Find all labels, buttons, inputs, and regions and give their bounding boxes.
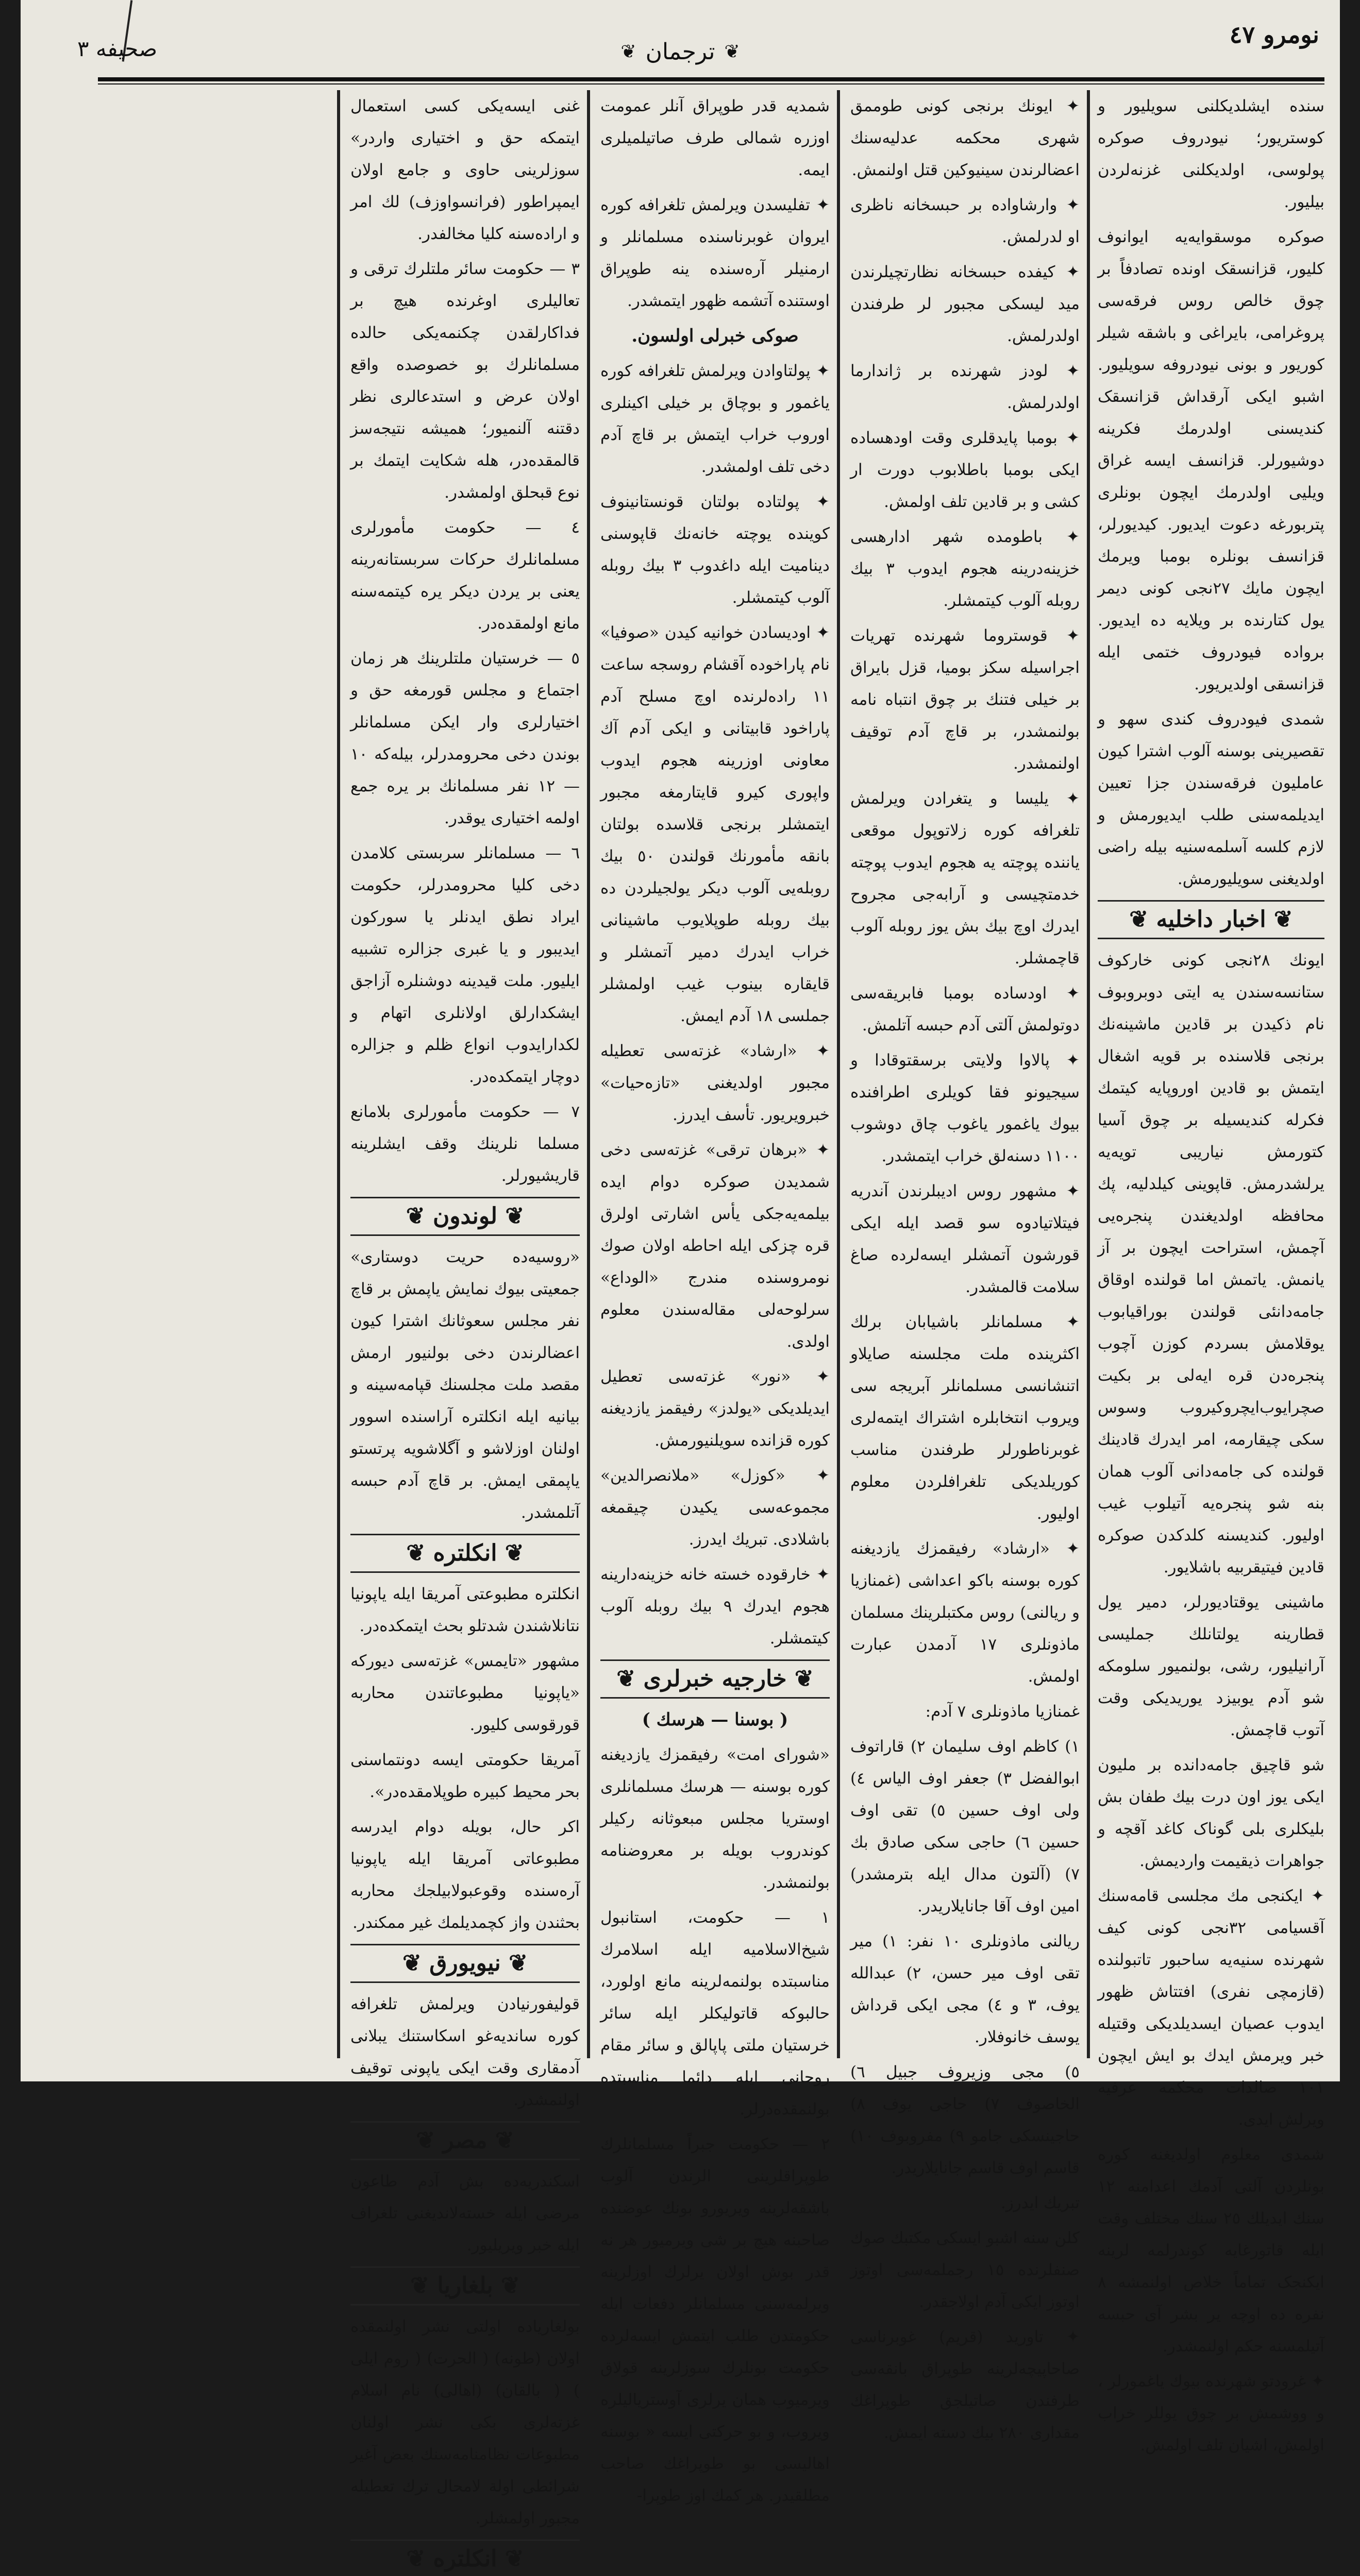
paragraph: ✦ غرودتو شهرنده بیوك یاغمورلر ، و ووشمش بر چوق یوللر خراب اولمش، اشیان تلف اولمش. — [1098, 2372, 1324, 2454]
masthead — [603, 31, 758, 72]
page-header — [21, 0, 1340, 85]
ornament-icon: ❦ — [616, 1666, 636, 1692]
paragraph: مشهور «تایمس» غزته‌سی دیورکه «یاپونیا مطبوعاتندن محاربه قورقوسی کلیور. — [350, 1652, 580, 1734]
paragraph: قولیفورنیادن ویرلمش تلغرافه کوره ساندیه‌غو اسکاستنك یبلانی آدمقاری وقت ایکی یاپونی توقیف اولنمشدر. — [350, 1995, 580, 2109]
news-item: ✦ «نور» غزته‌سی تعطیل ایدیلدیکی «یولدز» رفیقمز یازدیغنه کوره قزانده سویلنیورمش. — [600, 1367, 830, 1450]
news-item: ✦ پالاوا ولایتی برسقتوقادا و سیجیونو فقا کویلری اطرافنده بیوك یاغمور یاغوب چاق دوشوب ١١٠٠ دسنه‌لق خراب ایتمشدر. — [850, 1051, 1080, 1165]
masthead-title: ترجمان — [645, 38, 715, 65]
news-item: ✦ پولتاوادن ویرلمش تلغرافه کوره یاغمور و بوچاق بر خیلی اکینلری اوروب خراب ایتمش بر قاچ آدم دخی تلف اولمشدر. — [600, 362, 830, 476]
ornament-icon: ❦ — [724, 41, 740, 62]
ornament-icon: ❦ — [1273, 906, 1293, 933]
paragraph: ١ — حکومت، استانبول شیخ‌الاسلامیه ایله اسلامرك مناسبتده بولنمه‌لرینه مانع اولورد، حالبوکه قاتولیکلر ایله سائر خرستیان ملتی پاپالق و سائر مقام روحانی ایله دائما مناسبتده بولنمقده‌درلر. — [600, 1908, 830, 2119]
news-item: ✦ یلیسا و یتغرادن ویرلمش تلغرافه کوره زلاتوپول موقعی یاننده پوچته یه هجوم ایدوب پوچته خدمتچیسی و آرابه‌جی مجروح ایدرك اوچ بیك بش یوز روبله آلوب قاچمشلر. — [850, 789, 1080, 968]
ornament-icon: ❦ — [402, 1950, 422, 1976]
ornament-icon: ❦ — [1129, 906, 1149, 933]
paragraph: شمدی معلوم اولدیغنه کوره بونلردن آلتی آدمك اعدامنه ١٢ سنك ایدیلك ٢٥ سنك مختلف وقت ایله قاتورغایه کوندرلمه لرینه ایکنجک تماماً خلاص اولنمشه ٨ نفره ده اوچه یر بشر آی حبسه آتیلمسنه حکم اولنمشدر. — [1098, 2145, 1324, 2355]
paragraph: ١) کاظم اوف سلیمان ٢) قاراتوف ابوالفضل ٣) جعفر اوف الیاس ٤) ولی اوف حسین ٥) تقی اوف حسین ٦) حاجی سکی صادق بك ٧) (آلتون مدال ایله بترمشدر) امین اوف آقا جانایلاریدر. — [850, 1737, 1080, 1916]
paragraph: ٥) مجی وزیروف جبیل ٦) الخاصوف ٧) حاجی یوف ٨) حاجینسکی جامو ٩) مفروبوف ١٠) قاسم اوف قاسم جانایلاریدر. — [850, 2063, 1080, 2177]
ornament-icon: ❦ — [509, 1950, 528, 1976]
heading-england-2: ❦ انکلتره ❦ — [350, 2539, 580, 2576]
ornament-icon: ❦ — [505, 1203, 525, 1229]
article-columns — [98, 90, 1324, 2572]
heading-london: ❦ لوندون ❦ — [350, 1197, 580, 1236]
paragraph: تبریك ایدرز. — [1000, 2194, 1080, 2212]
issue-number: نومرو ٤٧ — [1229, 21, 1319, 48]
paragraph: ٣ — حکومت سائر ملتلرك ترقی و تعالیلری اوغرنده هیچ بر فداکارلقدن چکنمه‌یکی حالده مسلمانلرك بو خصوصده واقع اولان عرض و استدعالری نظر دقتنه آلنمیور؛ همیشه نتیجه‌سز قالمقده‌در، هله شکایت ایتمك بر نوع قبحلق اولمشدر. — [350, 260, 580, 502]
subheading: صوکی خبرلی اولسون. — [631, 326, 799, 346]
ornament-icon: ❦ — [501, 2273, 520, 2299]
paragraph: شمدیه قدر طوپراق آنلر عمومت اوزره شمالی طرف صاتیلمیلری ایمه. — [600, 97, 830, 179]
paragraph: ✦ ایکنجی مك مجلسی قامه‌سنك آقسیامی ٣٢نجی کونی کیف شهرنده سنیه‌یه‌ ساحبور تاتبولنده (قازمچی نفری) افتتاش ظهور ایدوب عصیان ایسدیلدیکی وقتیله خبر ویرمش ایدك بو ایش ایچون ١٠١ صالدات محکمه عرفیه ویرلش ایدی. — [1098, 1887, 1324, 2129]
ornament-icon: ❦ — [505, 1540, 524, 1566]
paragraph: ٢ — حکومت جبراً مسلمانلرك طوپراقلرینی الرندن آلوب باشقه‌لرینه ویریورو بونك عوضنده صاحبنه هیچ بر شی ویرمیور هر نه قدر بوش اولان یرلرك اوزلرینه ویرلمه‌سنی مسلمانلر دفعات ایله حکومتدن طلب ایتمش ایسه‌لرده حکومت بونلرك سوزلرینه قولاق ویرمیوب همان یرلری آوستریالیلره ویروب، و بو حرکتی ایسه « بوسنه اهالیسی بو طوپراغك صاحب مطلقیدر. هر کمك اوز طوپرا- — [600, 2135, 830, 2505]
heading-england: ❦ انکلتره ❦ — [350, 1534, 580, 1573]
column-divider — [337, 90, 340, 2058]
paragraph: آمریقا حکومتی ایسه دونتماسنی بحر محیط کبیره طوپلامقده‌در». — [350, 1751, 580, 1801]
paragraph: سنده ایشلدیکلنی سویلیور و کوستریور؛ نیودروف صوکره پولوسی، اولدیکلنی غزنه‌لردن بیلیور. — [1098, 97, 1324, 211]
news-item: ✦ مشهور روس ادیبلرندن آندریه فیتلاتیادوه سو قصد ایله ایکی قورشون آتمشلر ایسه‌لرده صاغ سلامت قالمشدر. — [850, 1182, 1080, 1296]
news-item: ✦ «برهان ترقی» غزته‌سی دخی شمدیدن صوکره دوام ایده بیلمه‌یه‌جکی یأس اشارتی اولرق قره چزکی ایله احاطه اولان صوك نومروسنده مندرج «الوداع» سرلوحه‌لی مقاله‌سندن معلوم اولدی. — [600, 1141, 830, 1351]
heading-egypt: ❦ مصر ❦ — [350, 2121, 580, 2160]
subheading: ( بوسنا — هرسك ) — [642, 1709, 788, 1730]
page-number: صحيفه ٣ — [77, 36, 158, 61]
column-divider — [587, 90, 590, 2058]
paragraph: ٥ — خرستیان ملتلرینك هر زمان اجتماع و مجلس قورمغه حق و اختیارلری وار ایکن مسلمانلر بوندن دخی محرومدرلر، بیله‌که ١٠ — ١٢ نفر مسلمانك بر یره جمع اولمه اختیاری یوقدر. — [350, 649, 580, 827]
ornament-icon: ❦ — [410, 2273, 429, 2299]
ornament-icon: ❦ — [794, 1666, 814, 1692]
news-item: ✦ خارقوده خسته خانه خزینه‌دارینه هجوم ایدرك ٩ بیك روبله آلوب کیتمشلر. — [600, 1565, 830, 1648]
section-heading-domestic-news: ❦ اخبار داخلیه ❦ — [1098, 900, 1324, 939]
paragraph: اکر حال، بویله دوام ایدرسه مطبوعاتی آمریقا ایله یاپونیا آره‌سنده وقوعبولابیلجك محاربه بحثندن واز کچمدیلمك غیر ممکندر. — [350, 1818, 580, 1932]
paragraph: ٦ — مسلمانلر سربستی کلامدن دخی کلیا محرومدرلر، حکومت ایراد نطق ایدنلر یا سورکون ایدیبور و یا غبری جزالره تشبیه ایلیور. ملت قیدینه دوشنلره آزاجق ایشکدارلق اولانلری اتهام و لکدارایدوب انواع ظلم و جزالره دوچار ایتمکده‌در. — [350, 844, 580, 1086]
news-item: ✦ کیفده حبسخانه نظارتچیلرندن مید لیسکی مجبور لر طرفندن اولدرلمش. — [850, 263, 1080, 345]
section-heading-foreign-news: ❦ خارجیه خبرلری ❦ — [600, 1659, 830, 1699]
news-item: ✦ بومبا پایدقلری وقت اودهساده ایکی بومبا باطلابوب دورت ار کشی و بر قادین تلف اولمش. — [850, 429, 1080, 511]
paragraph: «شورای امت» رفیقمزك یازدیغنه کوره بوسنه — هرسك مسلمانلری اوستریا مجلس مبعوثانه رکیلر کوندروب بویله بر معروضنامه بولنمشدر. — [600, 1745, 830, 1892]
ornament-icon: ❦ — [406, 2546, 426, 2572]
paragraph: «روسیه‌ده حریت دوستاری» جمعیتی بیوك نمایش یاپمش بر قاچ نفر مجلس سعوثانك اشترا کیون اعضالرندن دخی بولنیور ارمش مقصد ملت مجلسنك قپامه‌سینه و بیانیه ایله انکلتره آراسنده اسوور اولنان اوزلاشو و آگلاشویه پرتستو یاپمقی ایمش. بر قاچ آدم حبسه آتلمشدر. — [350, 1248, 580, 1522]
paragraph: ریالنی ماذونلری ١٠ نفر: ١) میر تقی اوف میر حسن، ٢) عبدالله یوف، ٣ و ٤) مجی ایکی قرداش یوسف خانوفلار. — [850, 1932, 1080, 2046]
paragraph: غنی ایسه‌یکی کسی استعمال ایتمکه حق و اختیاری واردر» سوزلرینی حاوی و جامع اولان ایمپراطور (فرانسواوزف) لك امر و اراده‌سنه کلیا مخالفدر. — [350, 97, 580, 243]
ornament-icon: ❦ — [406, 1203, 425, 1229]
news-item: ✦ «کوزل» «ملانصرالدین» مجموعه‌سی یکیدن چیقمغه باشلادی. تبریك ایدرز. — [600, 1466, 830, 1549]
paragraph: ٤ — حکومت مأمورلری مسلمانلرك حرکات سربستانه‌رینه یعنی بر یردن دیکر یره کیتمه‌سنه مانع اولمقده‌در. — [350, 518, 580, 633]
paragraph: شمدی فیودروف کندی سهو و تقصیرینی بوسنه آلوب اشترا کیون عاملیون فرقه‌سندن جزا تعیین ایدیلمه‌سنی طلب ایدیورمش و لازم کلسه آسلمه‌سنیه بیله راضی اولدیغنی سویلیورمش. — [1098, 710, 1324, 888]
news-item: ✦ «ارشاد» رفیقمزك یازدیغنه کوره بوسنه باکو اعداشی (غمنازیا و ریالنی) روس مکتبلرینك مسلمان ماذونلری ١٧ آدمدن عبارت اولمش. — [850, 1539, 1080, 1686]
paragraph: صوکره موسقوایه‌یه ایوانوف کلیور، قزانسقک اونده تصادفاً بر چوق خالص روس فرقه‌سی پروغرامی، بایراغی و باشقه شیلر کوریور و بونی نیودروفه سویلیور. اشبو ایکی آرقداش قزانسقک کندیسنی اولدرمك فکرینه دوشیورلر. قزانسف ایسه غراق ویلیی اولدرمك ایچون بونلری پتربورغه دعوت ایدیور. کیدیورلر، قزانسف بونلره بومبا ویرمك ایچون مایك ٢٧نجی کونی دیمر یول کتارنده بر ویلایه ده ایدیور. برواده فیودروف ختمی ایله قزانسقی اولدیریور. — [1098, 228, 1324, 693]
paragraph: کلن سنه اشبو ایسکی مکتبك صوك صنفلرنده ١٥ رجملمه‌سی اوتوز اوتوز ایکی آدم اولاجقدر. — [850, 2229, 1080, 2311]
news-item: ✦ اودساده بومبا فابریقه‌سی دوتولمش آلتی آدم حبسه آتلمش. — [850, 984, 1080, 1035]
column-1 — [1098, 90, 1324, 2454]
ornament-icon: ❦ — [416, 2127, 435, 2154]
column-4 — [350, 90, 580, 2572]
news-item: ✦ قوستروما شهرنده تهریات اجراسیله سکز بومیا، قزل بایراق بر خیلی فتنك بر چوق انتباه نامه بولنمشدر، بر قاچ آدم توقیف اولنمشدر. — [850, 626, 1080, 773]
news-item: ✦ باطومده شهر ادارهسی خزینه‌درینه هجوم ایدوب ٣ بیك روبله آلوب کیتمشلر. — [850, 528, 1080, 610]
paragraph: شو قاچیق جامه‌دانده بر ملیون ایکی یوز اون درت بیك طفان بش بلیکلری بلی گوناک کاغد آقچه و جواهرات ذیقیمت واردیمش. — [1098, 1756, 1324, 1870]
column-divider — [837, 90, 840, 2058]
paragraph: ماشینی یوقتادیورلر، دمیر یول قطارینه یولتانلك جملیسی آرانیلیور، رشی، بولنمیور سلومکه شو آدم یوبیزد یوریدیکی وقت آتوب قاچمش. — [1098, 1593, 1324, 1739]
paragraph: ٧ — حکومت مأمورلری بلامانع مسلما نلرینك وقف ایشلرینه قاریشیورلر. — [350, 1103, 580, 1185]
ornament-icon: ❦ — [505, 2546, 524, 2572]
paragraph: انکلتره مطبوعتی آمریقا ایله یاپونیا نتانلاشندن شدتلو بحث ایتمکده‌در. — [350, 1585, 580, 1635]
news-item: ✦ مسلمانلر باشیابان برلك اکثرینده ملت مجلسنه صایلاو اتنشانسی مسلمانلر آبریجه سی ویروب انتخابلره اشتراك ایتمه‌لری غوبرناطورلر طرفندن مناسب کوریلدیکی تلغرافلردن معلوم اولیور. — [850, 1313, 1080, 1523]
paragraph: ایونك ٢٨نجی کونی خارکوف ستانسه‌سندن یه ایتی دوبروبوف نام ذکیدن بر قادین ماشینه‌نك برنجی قلاسنده بر قویه اشغال ایتمش بو قادین اوروپایه کیتمك فکرله کندیسیله بر چوق آسیا کتورمش نیاریبی تویه‌یه یرلشدرمش. قاپوینی کیلدلیه، پك محافظه اولدیغندن پنجره‌یی آچمش، استراحت ایچون بر آز یانمش. یاتمش اما قولنده اوقاق جامه‌دانئی قولندن بوراقیابوب یوقلامش بسردم کوزن آچوب پنجره‌دن قره ایه‌لی بر بکیت صچرایوب‌ایچروکیروب وسوس سکی چیقارمه، امر ایدرك قادینك قولنده کی جامه‌دانی آلوب همان بنه شو پنجره‌یه آتیلوب غیب اولیور. کندیسنه کلدکدن صوکره قادین فیتیقربیه باشلایور. — [1098, 951, 1324, 1577]
news-item: ✦ اودیسادن خوانیه کیدن «صوفیا» نام پاراخوده آقشام روسجه ساعت ١١ راده‌لرنده اوچ مسلح آدم پاراخود قابیتانی و ایکی آدم آك معاونی اوزرینه هجوم ایدوب واپوری کیرو قایتارمغه مجبور ایتمشلر برنجی قلاسده بولتان بانقه مأمورنك قولندن ٥٠ بیك روبله‌یی آلوب دیکر یولجیلردن ده بیك روبله طوپلایوب ماشینانی خراب ایدرك دمیر آتمشلر و قایقاره بینوب غیب اولمشلر جملسی ١٨ آدم ایمش. — [600, 623, 830, 1025]
news-item: ✦ تاورید (قریم) غوبرناسی صاحاپیچه‌لرینه طوپراق بانقه‌سی طرفندن صاتیلجق طوپراغك مقداری ٢٨٠ بیك دسته ایمش. — [850, 2328, 1080, 2442]
news-item: ✦ ایونك برنجی کونی طوممق شهری محکمه عدلیه‌سنك اعضالرندن سینیوکین قتل اولنمش. — [850, 97, 1080, 179]
news-item: ✦ لودز شهرنده بر ژاندارما اولدرلمش. — [850, 362, 1080, 412]
ornament-icon: ❦ — [620, 41, 636, 62]
paragraph: اسکندریه‌ده بش آدم طاعون مرضی ایله خسته‌لاندیغنی تلغراف ایله خبر ویریلیور. — [350, 2172, 580, 2255]
column-2 — [850, 90, 1080, 2442]
ornament-icon: ❦ — [406, 1540, 426, 1566]
heading-new-york: ❦ نیویورق ❦ — [350, 1944, 580, 1983]
news-item: ✦ وارشاواده بر حبسخانه ناظری او لدرلمش. — [850, 196, 1080, 246]
news-item: ✦ تفلیسدن ویرلمش تلغرافه کوره ایروان غوبرناسنده مسلمانلر و ارمنیلر آره‌سنده ینه طوپراق اوستنده آتشمه ظهور ایتمشدر. — [600, 196, 830, 310]
header-rule-thin — [98, 83, 1324, 84]
news-item: ✦ پولتاده بولتان قونستانینوف کوینده یوچته خانه‌نك قاپوسنی دینامیت ایله داغدوب ٣ بیك روبله آلوب کیتمشلر. — [600, 493, 830, 607]
ornament-icon: ❦ — [495, 2127, 514, 2154]
newspaper-page — [21, 0, 1340, 2572]
news-item: ✦ «ارشاد» غزته‌سی تعطیله مجبور اولدیغنی «تازه‌حیات» خبرویریور. تأسف ایدرز. — [600, 1042, 830, 1124]
heading-bulgaria: ❦ بلغاریا ❦ — [350, 2266, 580, 2306]
header-rule — [98, 77, 1324, 81]
column-3 — [600, 90, 830, 2505]
paragraph: غمنازیا ماذونلری ٧ آدم: — [925, 1702, 1080, 1721]
paragraph: بولغاریاده اولتی نشر اولنمقده اولان (طونه) ( الحرت) ( روم ایلی ) ( بالقان) (اهالی) نام اسلام غزته‌لری بکی نشر اولنان مطبوعات نظامنامه‌سنك بعض آغیر شرائطی اولة لامحال ترك تعطیله مجبور اولمشلر. — [350, 2317, 580, 2528]
column-divider — [1087, 90, 1090, 2058]
